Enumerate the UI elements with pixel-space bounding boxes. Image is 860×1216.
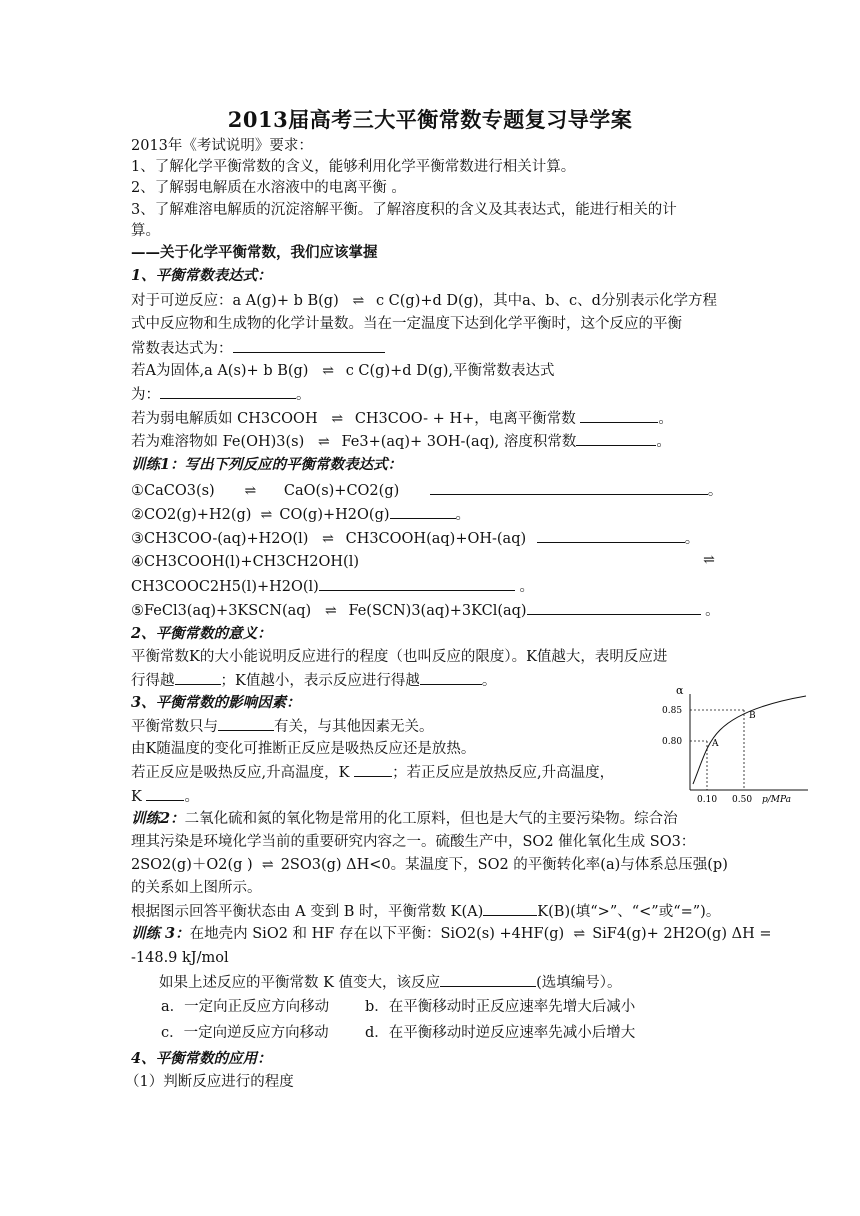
requirement-item: 算。 xyxy=(131,223,160,239)
equilibrium-arrow-icon: ⇌ xyxy=(322,531,332,547)
equilibrium-arrow-icon: ⇌ xyxy=(260,507,271,523)
paragraph-line: 由K随温度的变化可推断正反应是吸热反应还是放热。 xyxy=(131,741,476,757)
answer-blank[interactable] xyxy=(175,670,221,685)
section-intro: ——关于化学平衡常数，我们应该掌握 xyxy=(131,244,378,261)
curve xyxy=(693,696,806,784)
insoluble-line: 若为难溶物如 Fe(OH)3(s) ⇌ Fe3+(aq)+ 3OH-(aq), 溶度积常数 。 xyxy=(131,431,671,452)
section-3-heading: 3、平衡常数的影响因素： xyxy=(131,694,301,711)
equilibrium-arrow-icon: ⇌ xyxy=(324,603,335,619)
answer-blank[interactable] xyxy=(576,431,656,446)
equilibrium-arrow-icon: ⇌ xyxy=(261,857,272,873)
subsection-heading: （1）判断反应进行的程度 xyxy=(125,1074,294,1090)
y-tick-label: 0.80 xyxy=(662,737,683,747)
page-title: 2013届高考三大平衡常数专题复习导学案 xyxy=(227,107,633,132)
answer-blank[interactable] xyxy=(430,480,708,495)
section-4-heading: 4、平衡常数的应用： xyxy=(131,1050,272,1067)
y-tick-label: 0.85 xyxy=(662,706,683,716)
equilibrium-arrow-icon: ⇌ xyxy=(318,434,328,450)
answer-blank[interactable] xyxy=(420,670,482,685)
solid-case-answer: 为： 。 xyxy=(131,384,311,405)
solid-case-line: 若A为固体,a A(s)+ b B(g) ⇌ c C(g)+d D(g),平衡常数表达式 xyxy=(131,363,555,379)
conversion-pressure-graph xyxy=(660,686,810,806)
requirement-item: 3、了解难溶电解质的沉淀溶解平衡。了解溶度积的含义及其表达式，能进行相关的计 xyxy=(131,202,677,218)
paragraph-line: 的关系如上图所示。 xyxy=(131,880,262,896)
equilibrium-arrow-icon: ⇌ xyxy=(322,363,332,379)
temperature-line: 若正反应是吸热反应,升高温度，K ；若正反应是放热反应,升高温度， xyxy=(131,762,614,783)
answer-blank[interactable] xyxy=(440,972,536,987)
section-1-heading: 1、平衡常数表达式： xyxy=(131,267,272,284)
training-1-reaction: ⑤FeCl3(aq)+3KSCN(aq) ⇌ Fe(SCN)3(aq)+3KCl(aq) 。 xyxy=(131,600,720,621)
so2-reaction-line: 2SO2(g)＋O2(g ) ⇌ 2SO3(g) ΔH<0。某温度下，SO2 的平衡转化率(a)与体系总压强(p) xyxy=(131,857,728,873)
answer-blank[interactable] xyxy=(390,504,456,519)
training-2-line: 训练2：二氧化硫和氮的氧化物是常用的化工原料，但也是大气的主要污染物。综合治 xyxy=(131,810,678,827)
paragraph-line: 平衡常数K的大小能说明反应进行的程度（也叫反应的限度）。K值越大，表明反应进 xyxy=(131,649,668,665)
temperature-line-2: K 。 xyxy=(131,786,199,807)
equilibrium-arrow-icon: ⇌ xyxy=(573,926,584,942)
k-compare-line: 根据图示回答平衡状态由 A 变到 B 时，平衡常数 K(A) K(B)(填“>”、“<”或“=”)。 xyxy=(131,901,720,922)
option-a: a．一定向正反应方向移动 xyxy=(161,999,330,1015)
x-tick-label: 0.10 xyxy=(697,795,718,805)
training-1-heading: 训练1：写出下列反应的平衡常数表达式： xyxy=(131,456,403,473)
exam-requirements-heading: 2013年《考试说明》要求： xyxy=(131,138,313,154)
training-1-reaction: ③CH3COO-(aq)+H2O(l) ⇌ CH3COOH(aq)+OH-(aq) 。 xyxy=(131,528,699,549)
point-a-label: A xyxy=(712,739,719,749)
answer-blank[interactable] xyxy=(319,576,515,591)
enthalpy-value: -148.9 kJ/mol xyxy=(131,950,229,966)
y-axis-label: α xyxy=(676,686,684,697)
x-axis-label: p/MPa xyxy=(762,795,792,805)
equilibrium-arrow-icon: ⇌ xyxy=(331,411,342,427)
influence-line: 平衡常数只与 有关，与其他因素无关。 xyxy=(131,716,434,737)
equilibrium-arrow-icon: ⇌ xyxy=(352,293,363,309)
option-d: d．在平衡移动时逆反应速率先减小后增大 xyxy=(365,1025,636,1041)
paragraph-line: 式中反应物和生成物的化学计量数。当在一定温度下达到化学平衡时，这个反应的平衡 xyxy=(131,316,682,332)
equilibrium-arrow-icon: ⇌ xyxy=(244,483,255,499)
requirement-item: 1、了解化学平衡常数的含义，能够利用化学平衡常数进行相关计算。 xyxy=(131,159,576,175)
reversible-reaction-text: 对于可逆反应：a A(g)+ b B(g) ⇌ c C(g)+d D(g)，其中a、b、c、d分别表示化学方程 xyxy=(131,293,717,309)
meaning-blanks-line: 行得越 ；K值越小，表示反应进行得越 。 xyxy=(131,670,496,691)
answer-blank[interactable] xyxy=(527,600,701,615)
answer-blank[interactable] xyxy=(218,716,274,731)
training-1-reaction: ②CO2(g)+H2(g) ⇌ CO(g)+H2O(g) 。 xyxy=(131,504,470,525)
training-1-reaction: ①CaCO3(s) ⇌ CaO(s)+CO2(g) 。 xyxy=(131,480,722,501)
answer-blank[interactable] xyxy=(146,786,184,801)
training-3-line: 训练 3：在地壳内 SiO2 和 HF 存在以下平衡：SiO2(s) +4HF(g) ⇌ SiF4(g)+ 2H2O(g) ΔH = xyxy=(131,925,772,942)
option-c: c．一定向逆反应方向移动 xyxy=(161,1025,329,1041)
equilibrium-arrow-icon: ⇌ xyxy=(703,552,713,568)
answer-blank[interactable] xyxy=(483,901,537,916)
requirement-item: 2、了解弱电解质在水溶液中的电离平衡 。 xyxy=(131,180,406,196)
weak-electrolyte-line: 若为弱电解质如 CH3COOH ⇌ CH3COO- + H+，电离平衡常数 。 xyxy=(131,408,673,429)
question-line: 如果上述反应的平衡常数 K 值变大，该反应 (选填编号）。 xyxy=(159,972,621,993)
k-expression-line: 常数表达式为： xyxy=(131,338,385,359)
paragraph-line: 理其污染是环境化学当前的重要研究内容之一。硫酸生产中，SO2 催化氧化生成 SO3： xyxy=(131,834,696,850)
training-1-reaction-cont: CH3COOC2H5(l)+H2O(l) 。 xyxy=(131,576,534,597)
section-2-heading: 2、平衡常数的意义： xyxy=(131,625,272,642)
x-tick-label: 0.50 xyxy=(732,795,753,805)
answer-blank[interactable] xyxy=(160,384,296,399)
option-b: b．在平衡移动时正反应速率先增大后减小 xyxy=(365,999,636,1015)
answer-blank[interactable] xyxy=(233,338,385,353)
answer-blank[interactable] xyxy=(537,528,685,543)
answer-blank[interactable] xyxy=(354,762,392,777)
answer-blank[interactable] xyxy=(580,408,658,423)
training-1-reaction: ④CH3COOH(l)+CH3CH2OH(l) xyxy=(131,554,359,570)
point-b-label: B xyxy=(749,711,756,721)
